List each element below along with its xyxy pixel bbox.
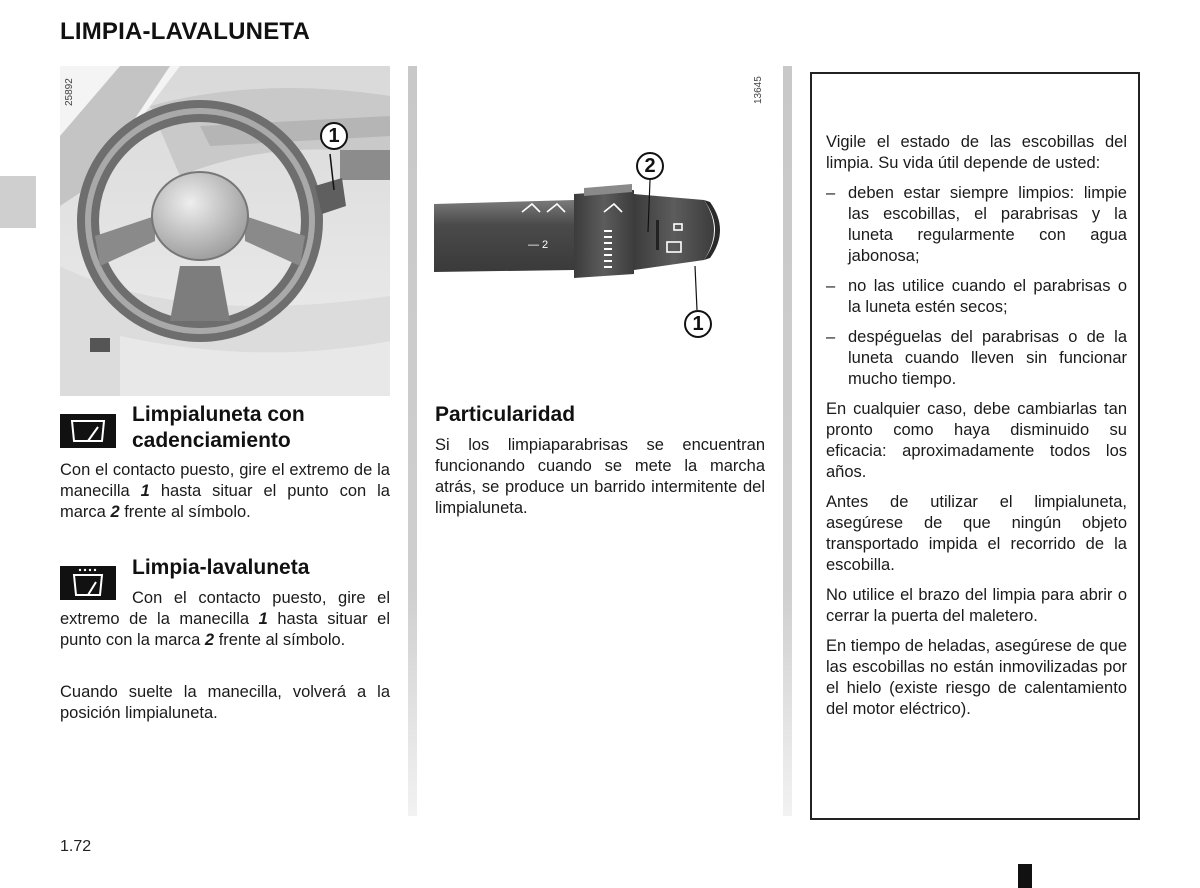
section3-body: Si los limpiaparabrisas se encuentran funcionando cuando se mete la marcha atrás, se produce un barrido intermitente del limpialuneta.	[435, 436, 765, 517]
page-corner-mark	[1018, 864, 1032, 888]
column-divider-left	[408, 66, 417, 816]
note-item-text: despéguelas del parabrisas o de la luneta cuando lleven sin funcionar mucho tiempo.	[848, 328, 1127, 388]
callout-2: 2	[636, 152, 664, 180]
note-dash: –	[826, 277, 836, 295]
page-number: 1.72	[60, 838, 92, 855]
callout-leader-lines	[640, 176, 710, 316]
column-divider-right	[783, 66, 792, 816]
section1-ref-2: 2	[110, 503, 120, 521]
note-list-item	[826, 276, 1127, 318]
callout-1-left: 1	[320, 122, 348, 150]
section1-body-text-c: frente al símbolo.	[119, 503, 251, 521]
section2-title: Limpia-lavaluneta	[132, 556, 310, 579]
section1-body	[60, 460, 390, 523]
section2-body2: Cuando suelte la manecilla, volverá a la posición limpialuneta.	[60, 683, 390, 722]
section1-ref-1: 1	[140, 482, 150, 500]
warning-note-box	[810, 72, 1140, 820]
callout-1-right: 1	[684, 310, 712, 338]
figure-code-left: 25892	[64, 78, 75, 106]
note-list-item	[826, 327, 1127, 390]
section2-ref-2: 2	[204, 631, 215, 649]
note-dash: –	[826, 328, 836, 346]
note-intro: Vigile el estado de las escobillas del limpia. Su vida útil depende de usted:	[826, 133, 1127, 172]
section2-body	[60, 588, 390, 651]
note-paragraph-1: En cualquier caso, debe cambiarlas tan pronto como haya disminuido su eficacia: aproximadamente todos los años.	[826, 400, 1127, 481]
note-paragraph-2: Antes de utilizar el limpialuneta, asegúrese de que ningún objeto transportado impida el recorrido de la escobilla.	[826, 493, 1127, 574]
note-paragraph-3: No utilice el brazo del limpia para abrir o cerrar la puerta del maletero.	[826, 586, 1127, 625]
note-list-item	[826, 183, 1127, 267]
note-paragraph-4: En tiempo de heladas, asegúrese de que las escobillas no están inmovilizadas por el hielo (existe riesgo de calentamiento del motor eléctrico).	[826, 637, 1127, 718]
section2-body-text-a: Con el contacto puesto, gire el extremo de la manecilla	[60, 589, 390, 628]
stalk-marks: — 2	[528, 239, 549, 251]
note-dash: –	[826, 184, 836, 202]
note-item-text: no las utilice cuando el parabrisas o la luneta estén secos;	[848, 277, 1127, 316]
section1-title-line1: Limpialuneta con	[132, 403, 305, 426]
section1-body-text-a: Con el contacto puesto, gire el extremo de la manecilla	[60, 461, 390, 500]
section2-ref-1: 1	[258, 610, 268, 628]
section2-body-text-c: frente al símbolo.	[214, 631, 346, 649]
steering-wheel-illustration	[60, 66, 390, 396]
steering-wheel-figure	[60, 66, 390, 396]
page-title: LIMPIA-LAVALUNETA	[60, 18, 311, 45]
section1-body-text-b: hasta situar el punto con la marca	[60, 482, 390, 521]
note-item-text: deben estar siempre limpios: limpie las escobillas, el parabrisas y la luneta regularmente con agua jabonosa;	[848, 184, 1127, 265]
section3-title: Particularidad	[435, 403, 576, 426]
rear-wiper-intermittent-icon	[60, 414, 116, 448]
figure-code-right: 13645	[753, 76, 764, 104]
section2-body-text-b: hasta situar el punto con la marca	[60, 610, 390, 649]
chapter-tab	[0, 176, 36, 228]
section1-title-line2: cadenciamiento	[132, 429, 291, 452]
